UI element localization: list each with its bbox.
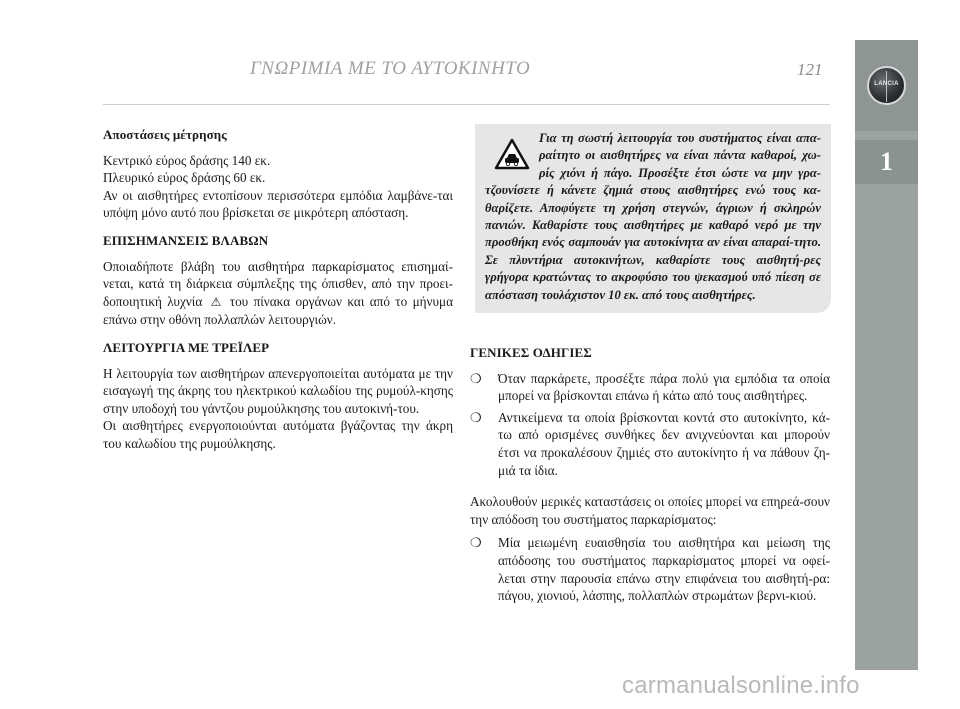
chapter-number: 1 (855, 140, 918, 184)
bullet-circle-icon: ❍ (470, 409, 482, 425)
list-item-text: Αντικείμενα τα οποία βρίσκονται κοντά στο αυτοκίνητο, κά-τω από ορισμένες συνθήκες δεν ανιχνεύονται και μπορούν έτσι να προκαλέσουν ζημιές στο αυτοκίνητο ή να πάθουν ζη-μιά τα ίδια. (498, 409, 830, 478)
warning-box (475, 124, 831, 313)
warning-light-icon: ⚠ (210, 294, 222, 309)
list-item (470, 370, 830, 405)
fault-text-part-a: Οποιαδήποτε βλάβη του αισθητήρα παρκαρίσματος επισημαί-νεται, κατά τη διάρκεια σύμπλεξης της όπισθεν, από την προει-δοποιητική λυχνία (103, 258, 453, 309)
trailer-operation-heading: ΛΕΙΤΟΥΡΓΙΑ ΜΕ ΤΡΕΪΛΕΡ (103, 339, 270, 355)
logo-text: LANCIA (874, 81, 899, 87)
list-item (470, 534, 830, 604)
watermark: carmanualsonline.info (622, 672, 860, 699)
side-tab-top (855, 40, 918, 131)
lancia-logo-icon (867, 66, 906, 105)
fault-signals-text (103, 258, 453, 329)
bullet-circle-icon: ❍ (470, 535, 482, 551)
right-column (470, 344, 830, 609)
affecting-conditions-text: Ακολουθούν μερικές καταστάσεις οι οποίες μπορεί να επηρεά-σουν την απόδοση του συστήματος παρκαρίσματος: (470, 494, 830, 527)
multiple-obstacles-text: Αν οι αισθητήρες εντοπίσουν περισσότερα εμπόδια λαμβάνε-ται υπόψη μόνο αυτό που βρίσκεται σε μικρότερη απόσταση. (103, 187, 453, 221)
trailer-text-2: Οι αισθητήρες ενεργοποιούνται αυτόματα βγάζοντας την άκρη του καλωδίου της ρυμούλκησης. (103, 418, 453, 451)
fault-signals-heading: ΕΠΙΣΗΜΑΝΣΕΙΣ ΒΛΑΒΩΝ (103, 232, 269, 248)
list-item-text: Μία μειωμένη ευαισθησία του αισθητήρα και μείωση της απόδοσης του συστήματος παρκαρίσματος μπορεί να οφεί-λεται στην παρουσία επάνω στην επιφάνεια του αισθητή-ρα: πάγου, χιονιού, λάσπης, πολλαπλών στρωμάτων βερνι-κιού. (498, 535, 830, 604)
chapter-side-tab (855, 40, 918, 670)
header-divider (103, 104, 830, 105)
warning-body: Για τη σωστή λειτουργία του συστήματος είναι απα-ραίτητο οι αισθητήρες να είναι πάντα καθαροί, χω-ρίς χιόνι ή πάγο. Προσέξτε έτσι ώστε να μην γρα-τζουνίσετε ή κάνετε ζημιά στους αισθητήρες ενώ τους κα-θαρίζετε. Αποφύγετε τη χρήση στεγνών, άγριων ή σκληρών πανιών. Καθαρίστε τους αισθητήρες με καθαρό νερό με την προσθήκη ενός σαμπουάν για αυτοκίνητα αν είναι απαραί-τητο. Σε πλυντήρια αυτοκινήτων, καθαρίστε τους αισθητή-ρες γρήγορα κρατώντας το ακροφύσιο του ψεκασμού υπό πίεση σε απόσταση τουλάχιστον 10 εκ. από τους αισθητήρες. (485, 131, 821, 302)
central-range-text: Κεντρικό εύρος δράσης 140 εκ. (103, 152, 271, 168)
general-instructions-heading: ΓΕΝΙΚΕΣ ΟΔΗΓΙΕΣ (470, 345, 592, 360)
warning-text (485, 130, 821, 304)
list-item (470, 409, 830, 479)
fault-text-part-b: του πίνακα οργάνων και από το μήνυμα επάνω στην οθόνη πολλαπλών λειτουργιών. (103, 293, 454, 328)
left-column (103, 126, 453, 453)
trailer-text-1: Η λειτουργία των αισθητήρων απενεργοποιείται αυτόματα με την εισαγωγή της άκρης του ηλεκτρικού καλωδίου της ρυμούλ-κησης στην υποδοχή του γάντζου ρυμούλκησης του αυτοκινή-του. (103, 365, 453, 416)
bullet-circle-icon: ❍ (470, 370, 482, 386)
page-number: 121 (797, 60, 823, 79)
measuring-distances-heading: Αποστάσεις μέτρησης (103, 127, 227, 142)
list-item-text: Όταν παρκάρετε, προσέξτε πάρα πολύ για εμπόδια τα οποία μπορεί να βρίσκονται επάνω ή κάτω από τους αισθητήρες. (498, 370, 830, 404)
lateral-range-text: Πλευρικό εύρος δράσης 60 εκ. (103, 170, 266, 186)
page-header-title: ΓΝΩΡΙΜΙΑ ΜΕ ΤΟ ΑΥΤΟΚΙΝΗΤΟ (250, 58, 531, 79)
